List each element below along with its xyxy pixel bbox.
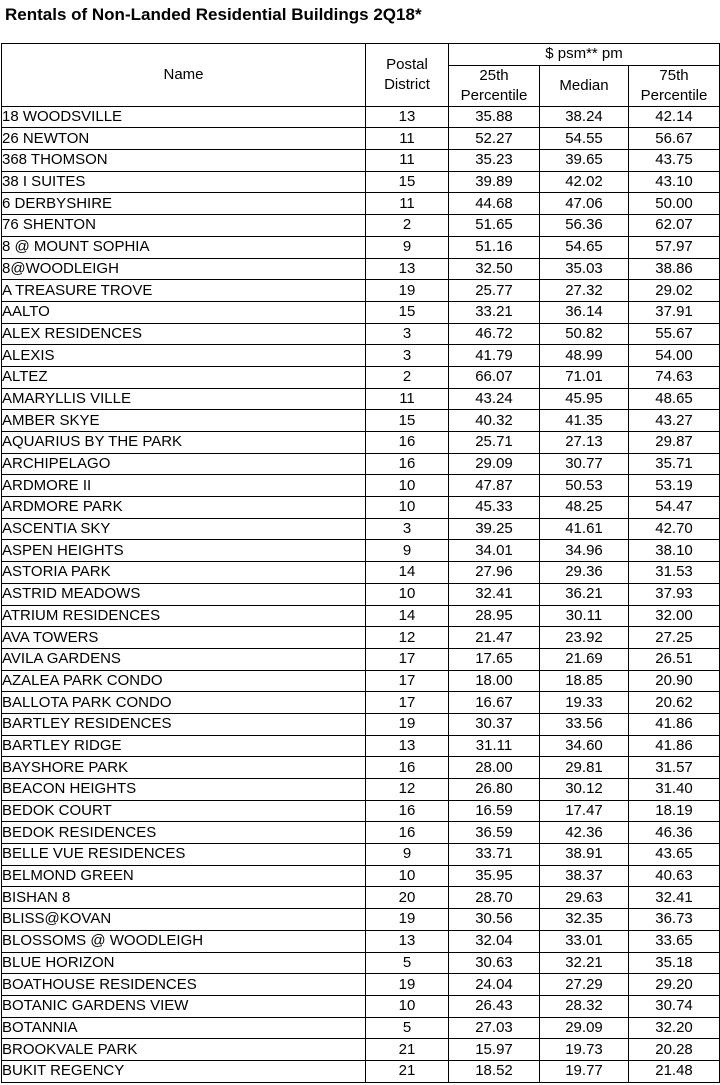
cell-median: 45.95 [540, 388, 629, 410]
cell-postal-district: 9 [366, 844, 449, 866]
cell-25th-percentile: 28.70 [449, 887, 540, 909]
cell-name: BOTANNIA [2, 1017, 366, 1039]
cell-25th-percentile: 34.01 [449, 540, 540, 562]
cell-postal-district: 17 [366, 692, 449, 714]
cell-median: 17.47 [540, 800, 629, 822]
cell-name: 26 NEWTON [2, 128, 366, 150]
table-row [2, 822, 720, 844]
header-25th-line2: Percentile [460, 86, 528, 104]
cell-name: BISHAN 8 [2, 887, 366, 909]
cell-name: BAYSHORE PARK [2, 757, 366, 779]
table-row [2, 887, 720, 909]
cell-25th-percentile: 51.16 [449, 236, 540, 258]
cell-name: ARDMORE II [2, 475, 366, 497]
cell-postal-district: 10 [366, 497, 449, 519]
cell-name: 38 I SUITES [2, 171, 366, 193]
table-row [2, 193, 720, 215]
cell-75th-percentile: 38.86 [629, 258, 720, 280]
cell-75th-percentile: 20.90 [629, 670, 720, 692]
cell-75th-percentile: 41.86 [629, 735, 720, 757]
cell-75th-percentile: 54.47 [629, 497, 720, 519]
cell-name: A TREASURE TROVE [2, 280, 366, 302]
header-name: Name [2, 44, 366, 107]
cell-75th-percentile: 27.25 [629, 627, 720, 649]
cell-median: 33.56 [540, 713, 629, 735]
cell-postal-district: 16 [366, 453, 449, 475]
table-row [2, 713, 720, 735]
cell-75th-percentile: 30.74 [629, 995, 720, 1017]
table-row [2, 215, 720, 237]
cell-name: BALLOTA PARK CONDO [2, 692, 366, 714]
cell-name: BOTANIC GARDENS VIEW [2, 995, 366, 1017]
cell-name: ASTORIA PARK [2, 562, 366, 584]
cell-median: 32.35 [540, 909, 629, 931]
cell-postal-district: 10 [366, 995, 449, 1017]
cell-25th-percentile: 15.97 [449, 1039, 540, 1061]
cell-75th-percentile: 31.53 [629, 562, 720, 584]
cell-25th-percentile: 40.32 [449, 410, 540, 432]
cell-25th-percentile: 35.95 [449, 865, 540, 887]
cell-25th-percentile: 66.07 [449, 366, 540, 388]
cell-median: 30.77 [540, 453, 629, 475]
table-row [2, 453, 720, 475]
cell-postal-district: 13 [366, 930, 449, 952]
table-row [2, 952, 720, 974]
cell-75th-percentile: 21.48 [629, 1060, 720, 1082]
header-unit: $ psm** pm [449, 44, 720, 66]
cell-postal-district: 21 [366, 1060, 449, 1082]
cell-25th-percentile: 26.80 [449, 779, 540, 801]
table-row [2, 648, 720, 670]
table-row [2, 800, 720, 822]
cell-median: 41.61 [540, 518, 629, 540]
cell-name: 18 WOODSVILLE [2, 106, 366, 128]
cell-25th-percentile: 33.71 [449, 844, 540, 866]
cell-median: 29.63 [540, 887, 629, 909]
cell-75th-percentile: 48.65 [629, 388, 720, 410]
header-row-top [2, 44, 720, 66]
cell-25th-percentile: 32.04 [449, 930, 540, 952]
cell-postal-district: 2 [366, 215, 449, 237]
cell-name: BROOKVALE PARK [2, 1039, 366, 1061]
cell-name: BEACON HEIGHTS [2, 779, 366, 801]
cell-25th-percentile: 52.27 [449, 128, 540, 150]
cell-postal-district: 3 [366, 323, 449, 345]
cell-postal-district: 16 [366, 822, 449, 844]
cell-25th-percentile: 35.88 [449, 106, 540, 128]
cell-median: 33.01 [540, 930, 629, 952]
cell-name: 368 THOMSON [2, 150, 366, 172]
table-row [2, 518, 720, 540]
cell-name: BUKIT REGENCY [2, 1060, 366, 1082]
cell-25th-percentile: 27.03 [449, 1017, 540, 1039]
cell-postal-district: 19 [366, 909, 449, 931]
cell-name: BARTLEY RESIDENCES [2, 713, 366, 735]
cell-25th-percentile: 30.37 [449, 713, 540, 735]
cell-25th-percentile: 45.33 [449, 497, 540, 519]
cell-median: 27.32 [540, 280, 629, 302]
cell-name: AVA TOWERS [2, 627, 366, 649]
cell-median: 19.77 [540, 1060, 629, 1082]
cell-name: 8@WOODLEIGH [2, 258, 366, 280]
cell-25th-percentile: 47.87 [449, 475, 540, 497]
cell-median: 48.25 [540, 497, 629, 519]
cell-postal-district: 15 [366, 171, 449, 193]
cell-median: 38.37 [540, 865, 629, 887]
cell-postal-district: 16 [366, 800, 449, 822]
cell-median: 28.32 [540, 995, 629, 1017]
cell-75th-percentile: 40.63 [629, 865, 720, 887]
cell-name: AMARYLLIS VILLE [2, 388, 366, 410]
cell-25th-percentile: 39.89 [449, 171, 540, 193]
cell-75th-percentile: 36.73 [629, 909, 720, 931]
cell-75th-percentile: 42.70 [629, 518, 720, 540]
cell-median: 42.36 [540, 822, 629, 844]
cell-25th-percentile: 36.59 [449, 822, 540, 844]
cell-median: 36.14 [540, 301, 629, 323]
cell-75th-percentile: 50.00 [629, 193, 720, 215]
cell-name: ATRIUM RESIDENCES [2, 605, 366, 627]
cell-postal-district: 19 [366, 713, 449, 735]
cell-postal-district: 13 [366, 735, 449, 757]
cell-75th-percentile: 37.93 [629, 583, 720, 605]
cell-25th-percentile: 35.23 [449, 150, 540, 172]
table-row [2, 865, 720, 887]
cell-name: AVILA GARDENS [2, 648, 366, 670]
cell-median: 50.53 [540, 475, 629, 497]
table-row [2, 1039, 720, 1061]
cell-75th-percentile: 29.20 [629, 974, 720, 996]
cell-name: BLOSSOMS @ WOODLEIGH [2, 930, 366, 952]
table-body [2, 106, 720, 1082]
cell-75th-percentile: 33.65 [629, 930, 720, 952]
cell-name: AALTO [2, 301, 366, 323]
cell-75th-percentile: 38.10 [629, 540, 720, 562]
cell-75th-percentile: 55.67 [629, 323, 720, 345]
cell-75th-percentile: 37.91 [629, 301, 720, 323]
cell-25th-percentile: 28.00 [449, 757, 540, 779]
table-row [2, 670, 720, 692]
header-75th-percentile [629, 65, 720, 106]
cell-name: BLISS@KOVAN [2, 909, 366, 931]
cell-75th-percentile: 20.28 [629, 1039, 720, 1061]
table-row [2, 930, 720, 952]
header-25th-percentile [449, 65, 540, 106]
cell-postal-district: 17 [366, 670, 449, 692]
cell-25th-percentile: 31.11 [449, 735, 540, 757]
table-row [2, 106, 720, 128]
cell-postal-district: 16 [366, 432, 449, 454]
cell-75th-percentile: 35.18 [629, 952, 720, 974]
cell-75th-percentile: 31.40 [629, 779, 720, 801]
cell-median: 38.24 [540, 106, 629, 128]
table-row [2, 236, 720, 258]
header-75th-line1: 75th [659, 66, 689, 84]
cell-name: ALTEZ [2, 366, 366, 388]
cell-25th-percentile: 18.52 [449, 1060, 540, 1082]
cell-postal-district: 11 [366, 193, 449, 215]
cell-postal-district: 5 [366, 1017, 449, 1039]
table-row [2, 779, 720, 801]
cell-75th-percentile: 35.71 [629, 453, 720, 475]
cell-name: BELMOND GREEN [2, 865, 366, 887]
cell-name: AMBER SKYE [2, 410, 366, 432]
header-75th-line2: Percentile [640, 86, 708, 104]
header-postal-district [366, 44, 449, 107]
table-row [2, 128, 720, 150]
table-row [2, 583, 720, 605]
table-row [2, 171, 720, 193]
cell-postal-district: 12 [366, 779, 449, 801]
cell-postal-district: 5 [366, 952, 449, 974]
table-row [2, 432, 720, 454]
cell-median: 38.91 [540, 844, 629, 866]
cell-75th-percentile: 54.00 [629, 345, 720, 367]
cell-25th-percentile: 32.50 [449, 258, 540, 280]
table-row [2, 995, 720, 1017]
cell-postal-district: 9 [366, 540, 449, 562]
table-row [2, 757, 720, 779]
cell-75th-percentile: 43.10 [629, 171, 720, 193]
cell-25th-percentile: 25.77 [449, 280, 540, 302]
cell-25th-percentile: 26.43 [449, 995, 540, 1017]
cell-median: 41.35 [540, 410, 629, 432]
cell-postal-district: 10 [366, 475, 449, 497]
cell-median: 54.65 [540, 236, 629, 258]
table-row [2, 974, 720, 996]
cell-75th-percentile: 32.41 [629, 887, 720, 909]
cell-median: 56.36 [540, 215, 629, 237]
cell-25th-percentile: 39.25 [449, 518, 540, 540]
cell-75th-percentile: 56.67 [629, 128, 720, 150]
cell-median: 18.85 [540, 670, 629, 692]
cell-postal-district: 12 [366, 627, 449, 649]
table-row [2, 258, 720, 280]
table-row [2, 475, 720, 497]
cell-postal-district: 19 [366, 974, 449, 996]
table-row [2, 301, 720, 323]
header-postal-district-line1: Postal [386, 55, 428, 73]
cell-75th-percentile: 31.57 [629, 757, 720, 779]
cell-75th-percentile: 53.19 [629, 475, 720, 497]
cell-25th-percentile: 41.79 [449, 345, 540, 367]
table-row [2, 366, 720, 388]
cell-median: 19.73 [540, 1039, 629, 1061]
cell-median: 35.03 [540, 258, 629, 280]
cell-25th-percentile: 51.65 [449, 215, 540, 237]
cell-median: 36.21 [540, 583, 629, 605]
table-row [2, 1060, 720, 1082]
cell-25th-percentile: 24.04 [449, 974, 540, 996]
cell-postal-district: 13 [366, 258, 449, 280]
cell-25th-percentile: 30.63 [449, 952, 540, 974]
cell-25th-percentile: 16.59 [449, 800, 540, 822]
cell-postal-district: 11 [366, 128, 449, 150]
cell-postal-district: 11 [366, 388, 449, 410]
cell-median: 34.60 [540, 735, 629, 757]
cell-median: 27.29 [540, 974, 629, 996]
cell-postal-district: 3 [366, 345, 449, 367]
cell-75th-percentile: 74.63 [629, 366, 720, 388]
cell-25th-percentile: 16.67 [449, 692, 540, 714]
table-row [2, 692, 720, 714]
cell-postal-district: 2 [366, 366, 449, 388]
cell-median: 21.69 [540, 648, 629, 670]
cell-25th-percentile: 18.00 [449, 670, 540, 692]
cell-25th-percentile: 33.21 [449, 301, 540, 323]
cell-75th-percentile: 62.07 [629, 215, 720, 237]
cell-postal-district: 17 [366, 648, 449, 670]
cell-25th-percentile: 46.72 [449, 323, 540, 345]
cell-postal-district: 10 [366, 865, 449, 887]
cell-25th-percentile: 29.09 [449, 453, 540, 475]
cell-25th-percentile: 30.56 [449, 909, 540, 931]
cell-25th-percentile: 32.41 [449, 583, 540, 605]
cell-median: 47.06 [540, 193, 629, 215]
cell-median: 39.65 [540, 150, 629, 172]
cell-median: 71.01 [540, 366, 629, 388]
cell-median: 29.81 [540, 757, 629, 779]
table-row [2, 410, 720, 432]
cell-name: ASCENTIA SKY [2, 518, 366, 540]
table-row [2, 1017, 720, 1039]
cell-median: 48.99 [540, 345, 629, 367]
cell-name: 6 DERBYSHIRE [2, 193, 366, 215]
cell-postal-district: 14 [366, 605, 449, 627]
cell-median: 19.33 [540, 692, 629, 714]
cell-median: 42.02 [540, 171, 629, 193]
rentals-table [1, 43, 720, 1083]
cell-75th-percentile: 32.20 [629, 1017, 720, 1039]
cell-postal-district: 16 [366, 757, 449, 779]
cell-median: 30.11 [540, 605, 629, 627]
cell-75th-percentile: 43.65 [629, 844, 720, 866]
cell-25th-percentile: 44.68 [449, 193, 540, 215]
cell-postal-district: 3 [366, 518, 449, 540]
header-postal-district-line2: District [384, 75, 430, 93]
cell-name: AZALEA PARK CONDO [2, 670, 366, 692]
cell-postal-district: 11 [366, 150, 449, 172]
cell-75th-percentile: 46.36 [629, 822, 720, 844]
cell-median: 54.55 [540, 128, 629, 150]
cell-name: ALEXIS [2, 345, 366, 367]
cell-name: ARCHIPELAGO [2, 453, 366, 475]
cell-name: 76 SHENTON [2, 215, 366, 237]
cell-postal-district: 9 [366, 236, 449, 258]
cell-25th-percentile: 43.24 [449, 388, 540, 410]
table-row [2, 150, 720, 172]
cell-25th-percentile: 21.47 [449, 627, 540, 649]
table-header [2, 44, 720, 107]
cell-postal-district: 15 [366, 410, 449, 432]
cell-name: AQUARIUS BY THE PARK [2, 432, 366, 454]
cell-name: 8 @ MOUNT SOPHIA [2, 236, 366, 258]
cell-25th-percentile: 28.95 [449, 605, 540, 627]
cell-postal-district: 21 [366, 1039, 449, 1061]
cell-75th-percentile: 43.75 [629, 150, 720, 172]
cell-postal-district: 15 [366, 301, 449, 323]
cell-name: BLUE HORIZON [2, 952, 366, 974]
cell-name: ARDMORE PARK [2, 497, 366, 519]
page-title: Rentals of Non-Landed Residential Buildings 2Q18* [5, 5, 422, 24]
cell-name: BOATHOUSE RESIDENCES [2, 974, 366, 996]
cell-75th-percentile: 26.51 [629, 648, 720, 670]
cell-median: 29.36 [540, 562, 629, 584]
cell-name: BEDOK COURT [2, 800, 366, 822]
cell-25th-percentile: 17.65 [449, 648, 540, 670]
cell-75th-percentile: 29.87 [629, 432, 720, 454]
cell-name: BARTLEY RIDGE [2, 735, 366, 757]
table-row [2, 280, 720, 302]
cell-median: 27.13 [540, 432, 629, 454]
cell-postal-district: 14 [366, 562, 449, 584]
cell-median: 50.82 [540, 323, 629, 345]
cell-75th-percentile: 29.02 [629, 280, 720, 302]
cell-75th-percentile: 41.86 [629, 713, 720, 735]
cell-name: ASTRID MEADOWS [2, 583, 366, 605]
table-row [2, 345, 720, 367]
cell-25th-percentile: 27.96 [449, 562, 540, 584]
cell-75th-percentile: 18.19 [629, 800, 720, 822]
table-row [2, 540, 720, 562]
cell-postal-district: 10 [366, 583, 449, 605]
table-row [2, 844, 720, 866]
table-row [2, 562, 720, 584]
cell-postal-district: 20 [366, 887, 449, 909]
cell-25th-percentile: 25.71 [449, 432, 540, 454]
table-row [2, 627, 720, 649]
cell-median: 32.21 [540, 952, 629, 974]
cell-postal-district: 19 [366, 280, 449, 302]
cell-75th-percentile: 43.27 [629, 410, 720, 432]
cell-name: BELLE VUE RESIDENCES [2, 844, 366, 866]
cell-postal-district: 13 [366, 106, 449, 128]
table-row [2, 497, 720, 519]
header-25th-line1: 25th [479, 66, 509, 84]
table-row [2, 735, 720, 757]
table-row [2, 909, 720, 931]
cell-name: ASPEN HEIGHTS [2, 540, 366, 562]
cell-75th-percentile: 42.14 [629, 106, 720, 128]
table-row [2, 323, 720, 345]
cell-name: BEDOK RESIDENCES [2, 822, 366, 844]
table-row [2, 605, 720, 627]
cell-median: 34.96 [540, 540, 629, 562]
cell-median: 30.12 [540, 779, 629, 801]
cell-75th-percentile: 32.00 [629, 605, 720, 627]
cell-median: 23.92 [540, 627, 629, 649]
cell-75th-percentile: 57.97 [629, 236, 720, 258]
cell-75th-percentile: 20.62 [629, 692, 720, 714]
header-median: Median [540, 65, 629, 106]
cell-name: ALEX RESIDENCES [2, 323, 366, 345]
table-row [2, 388, 720, 410]
cell-median: 29.09 [540, 1017, 629, 1039]
